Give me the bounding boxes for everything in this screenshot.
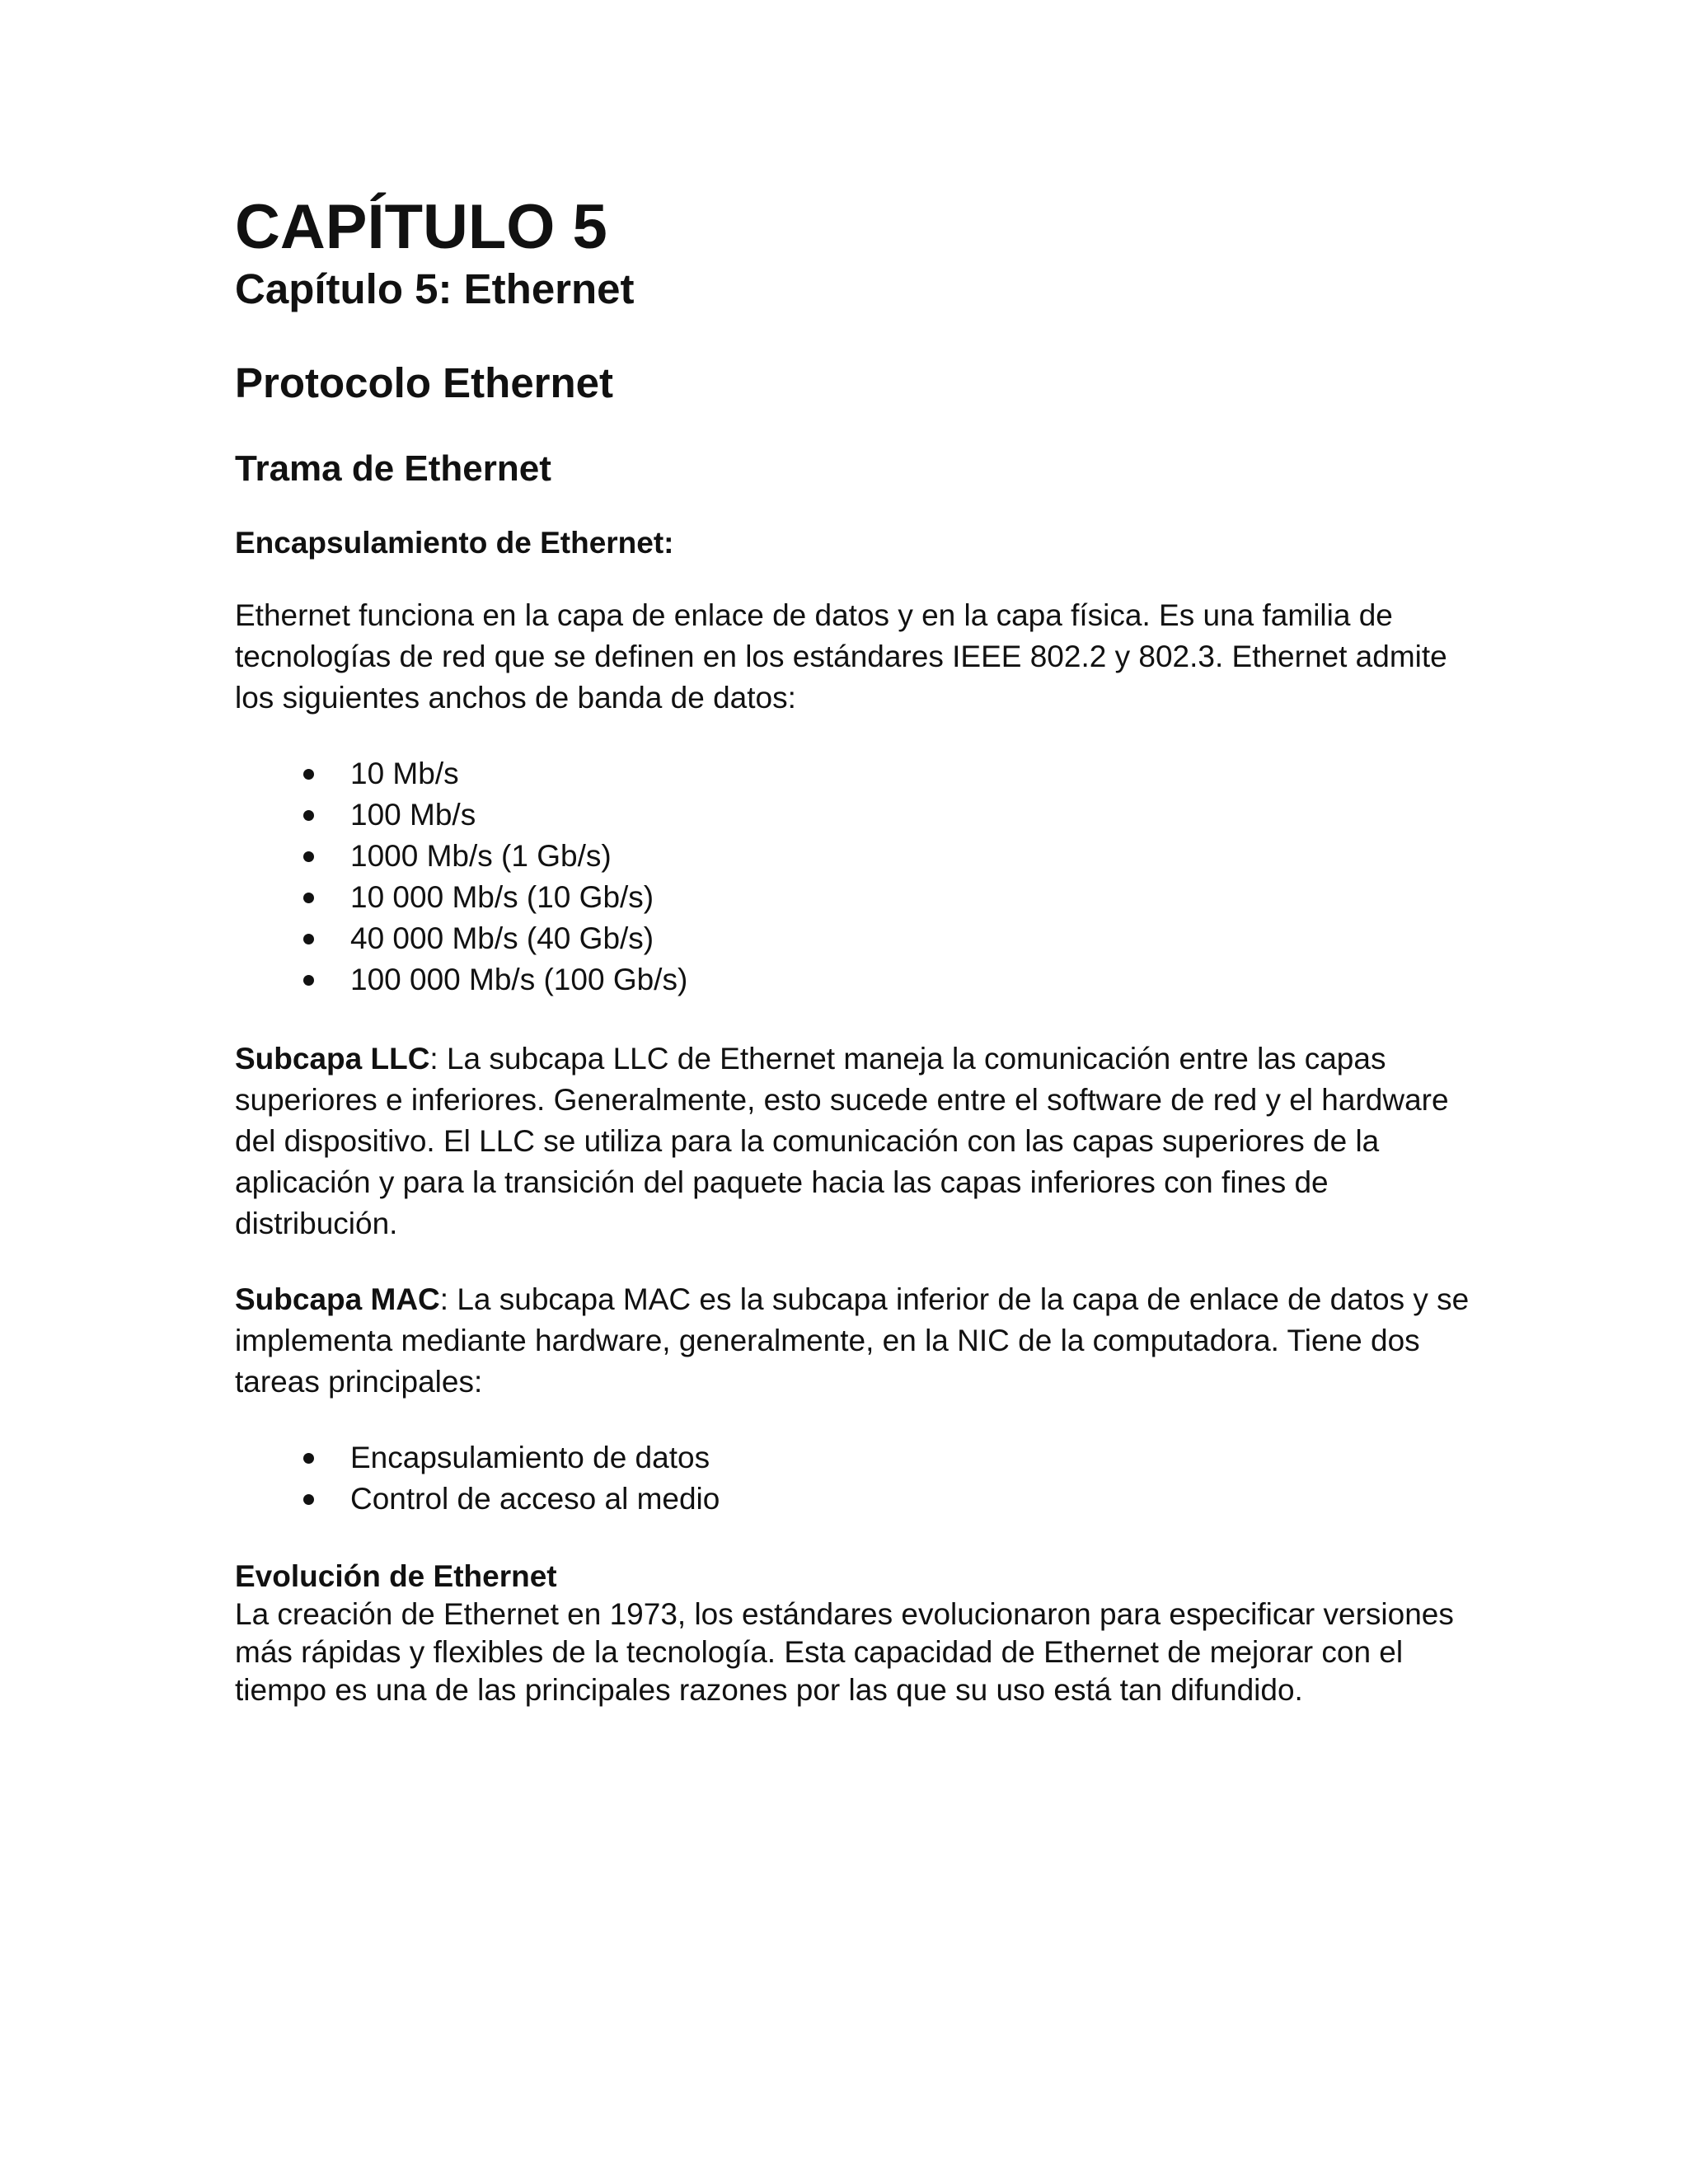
bandwidth-item: 10 000 Mb/s (10 Gb/s) — [350, 880, 654, 914]
bandwidth-item: 100 000 Mb/s (100 Gb/s) — [350, 963, 688, 996]
mac-task-item: Encapsulamiento de datos — [350, 1441, 710, 1474]
bullet-icon — [303, 1453, 314, 1464]
list-item — [350, 836, 1479, 877]
bandwidth-item: 100 Mb/s — [350, 798, 476, 832]
mac-text: : La subcapa MAC es la subcapa inferior de la capa de enlace de datos y se implementa mediante hardware, generalmente, en la NIC de la computadora. Tiene dos tareas principales: — [235, 1282, 1470, 1399]
list-item — [350, 753, 1479, 794]
list-item — [350, 794, 1479, 836]
evolution-paragraph: La creación de Ethernet en 1973, los estándares evolucionaron para especificar versiones más rápidas y flexibles de la tecnología. Esta capacidad de Ethernet de mejorar con el tiempo es una de las principales razones por las que su uso está tan difundido. — [235, 1597, 1454, 1707]
bullet-icon — [303, 893, 314, 903]
bullet-icon — [303, 934, 314, 944]
bandwidth-item: 40 000 Mb/s (40 Gb/s) — [350, 921, 654, 955]
mac-task-list — [235, 1437, 1479, 1520]
bullet-icon — [303, 810, 314, 821]
llc-text: : La subcapa LLC de Ethernet maneja la comunicación entre las capas superiores e inferiores. Generalmente, esto sucede entre el software de red y el hardware del dispositivo. El LLC se utiliza para la comunicación con las capas superiores de la aplicación y para la transición del paquete hacia las capas inferiores con fines de distribución. — [235, 1042, 1449, 1240]
list-item — [350, 1479, 1479, 1520]
subsection-title: Trama de Ethernet — [235, 448, 551, 489]
chapter-title: CAPÍTULO 5 — [235, 192, 607, 262]
bullet-icon — [303, 851, 314, 862]
list-item — [350, 918, 1479, 959]
list-item — [350, 877, 1479, 918]
encapsulation-paragraph: Ethernet funciona en la capa de enlace de datos y en la capa física. Es una familia de tecnologías de red que se definen en los estándares IEEE 802.2 y 802.3. Ethernet admite los siguientes anchos de banda de datos: — [235, 598, 1447, 715]
chapter-subtitle: Capítulo 5: Ethernet — [235, 265, 635, 312]
section-title: Protocolo Ethernet — [235, 359, 614, 406]
bandwidth-item: 10 Mb/s — [350, 757, 459, 790]
mac-task-item: Control de acceso al medio — [350, 1482, 720, 1516]
bandwidth-list — [235, 753, 1479, 1001]
bullet-icon — [303, 1494, 314, 1505]
mac-label: Subcapa MAC — [235, 1282, 440, 1316]
bandwidth-item: 1000 Mb/s (1 Gb/s) — [350, 839, 612, 873]
encapsulation-heading: Encapsulamiento de Ethernet: — [235, 526, 674, 560]
list-item — [350, 1437, 1479, 1479]
llc-label: Subcapa LLC — [235, 1042, 430, 1076]
llc-paragraph — [235, 1038, 1479, 1244]
bullet-icon — [303, 975, 314, 986]
list-item — [350, 959, 1479, 1001]
evolution-heading: Evolución de Ethernet — [235, 1559, 557, 1593]
bullet-icon — [303, 769, 314, 780]
page-content — [235, 191, 1479, 1709]
mac-paragraph — [235, 1279, 1479, 1403]
